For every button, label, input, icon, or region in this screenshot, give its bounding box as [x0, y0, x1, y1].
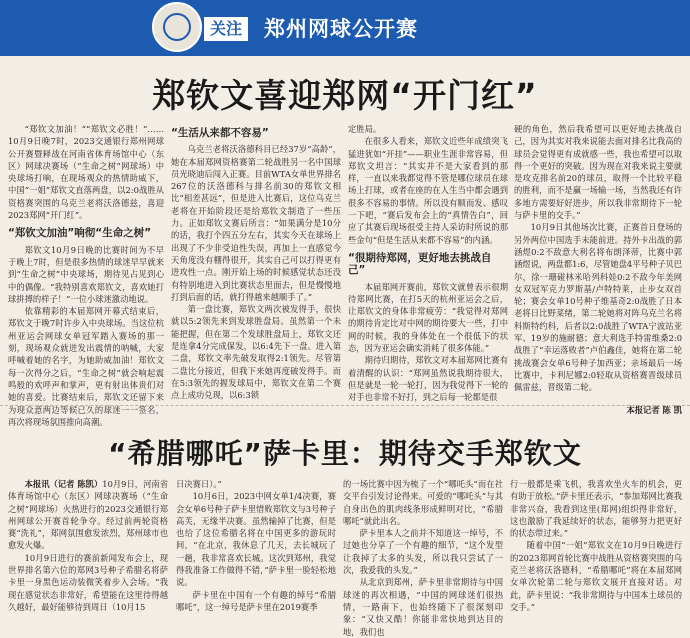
story2-paragraph: 随着中国“一姐”郑钦文在10月9日晚进行的2023郑网首轮比赛中战胜从资格赛突围的乌克兰老将沃洛德科，“希腊哪吒”将在本届郑网女单次轮第二轮与郑钦文展开直接对话。对此，萨卡里说：“我非常期待与中国本土球员的交手。” — [510, 540, 682, 612]
story1-paragraph: 第一盘比赛，郑钦文两次被发得手，很快就以5:2领先来到发球胜盘局。虽然第一个未能把握，但在第二个发球胜盘局上，郑钦文还是连拿4分完成保发，以6:4先下一盘。进入第二盘，郑钦文率先破发取得2:1领先。尽管第二盘比分接近，但我下来她再度破发得手。而在5:3领先的握发球局中，郑钦文在第二个赛点上成功兑现，以6:3锁 — [171, 304, 341, 401]
story2-paragraph: 10月9日进行的赛前新闻发布会上，现世界排名第六位的郑网3号种子希腊名将萨卡里一身黑色运动装微笑着步入会场。“我现在感觉状态非常好，希望能在这里待得越久越好，最好能够待到周日（10月15 — [8, 552, 168, 612]
story1-paragraph: 本届郑网开赛前，郑钦文就曾表示很期待郑网比赛，在打5天的杭州亚运会之后，让郑钦文的身体非常疲劳：“我觉得对郑网的期待肯定比对中网的期待要大一些，打中网的时候，我的身体处在一个很低下的状态，因为亚运会确实消耗了很多体能。” — [348, 281, 508, 354]
story1-paragraph: 期待归期待，郑钦文对本届郑网比赛有着清醒的认识：“郑网虽然说我期待很大，但是就是一轮一轮打，因为我觉得下一轮的对手也非常不好打，到之后每一轮都是很 — [348, 355, 508, 403]
story1-subhead-1: “郑钦文加油”响彻“生命之树” — [8, 227, 152, 240]
story1-subhead-2: “生活从来都不容易” — [171, 127, 269, 139]
story1-paragraph: 10月9日其他场次比赛，正赛首日登场的另外两位中国选手未能前进。持外卡出战的郭涵煜0:2不敌意大利名将布朗泽蒂，比赛中郭涵煜说，两盘都1:6，尽管她盘4平号种子贝巴尔，徐一珊碰林米哈列科娃0:2不敌今年美网女双冠军克力罗斯基/卢特特莱，止步女双首轮；赛会女单10号种子维基奇2:0战胜了日本老将日比野菜绪，第二轮她将对阵乌克兰名将科斯特约科，后者以2:0战胜了WTA宁波站亚军、19岁的施耐德；意大利选手特雷维桑2:0战胜了“幸运落败者”卢伯鑫佳，她将在第二轮挑战赛会女单6号种子加西亚；亲场最后一场比赛中，卡利尼娜2:0轻取从资格赛晋级球员佩雷兹，晋级第二轮。 — [514, 222, 682, 393]
story1-column-4 — [514, 123, 682, 415]
story2-paragraph: 萨卡里在中国有一个有趣的绰号“希腊哪吒”，这一绰号是萨卡里在2019赛季 — [176, 589, 336, 612]
story2-column-4 — [510, 478, 682, 612]
section-banner — [0, 0, 690, 56]
story1-column-1 — [8, 123, 164, 427]
story2-column-3 — [343, 478, 503, 637]
story1-paragraph: 郑钦文10月9日晚的比赛时间为不早于晚上7时，但是很多热情的球迷早早就来到“生命之树”中央球场，期待见占见到心中的偶像。“我特别喜欢郑钦文，喜欢她打球拼搏的样子！”一位小球迷激动地说。 — [8, 244, 164, 304]
story2-paragraph: 的一场比赛中因为梳了一个“哪吒头”而在社交平台引发讨论得来。可爱的“哪吒头”与其自身出色的肌肉线条形成鲜明对比，“希腊哪吒”就此出名。 — [343, 479, 503, 526]
story1-paragraph: 乌克兰老将沃洛德科目已经37岁“高龄”，她在本届郑网资格赛第二轮战胜另一名中国球员光晓迪后闯入正赛。目前WTA女单世界排名267位的沃洛德科与排名前30的郑钦文相比“相差甚远”，但是进入比赛后，这位乌克兰老将在开始阶段还是给郑钦文制造了一些压力。正如郑钦文赛后所言：“如果满分是10分的话，我打个四五分左右，其实今天在球场上出现了不少非受迫性失误，再加上一直感觉今天角度没有棚得很开，其实自己可以打得更有进攻性一点。刚开始上场的时候感觉状态还没有特别地进入到比赛状态里面去，但是慢慢地打到后面的话，就打得越来越顺手了。” — [171, 144, 341, 302]
story1-paragraph: 在很多人看来，郑钦文近些年成绩突飞猛进犹如“开挂”——职业生涯非常容易，但郑钦文坦言：“其实并不是大家看到的那样，一直以来我都觉得不管是哪位球员在球场上打球，或者在座的在人生当中都会遇到很多不容易的事情。所以没有顺而发、感叹一下吧，“赛后发布会上的“真情告白”，回应了其赛后现场很受主持人采访时所说的那些金句“但是生活从来都不容易”的内涵。 — [348, 136, 508, 245]
story2-column-1 — [8, 478, 169, 612]
story2-paragraph: 日决赛日）。” — [176, 479, 222, 489]
story2-lead-text: 10月9日，河南省体育场馆中心（东区）网球决赛场（“生命之树”网球场）火热进行的2023交通银行郑州网球公开赛首轮争夺。经过前两轮资格赛“洗礼”，郑网氛围愈发浓烈，郑州球市也愈发火爆。 — [8, 479, 169, 551]
story1-paragraph: 定胜局。 — [348, 124, 382, 134]
story1-headline: 郑钦文喜迎郑网“开门红” — [152, 76, 538, 115]
story2-paragraph: 从北京到郑州，萨卡里非常期待与中国球迷的再次相遇，“中国的网球迷们很热情，一路南下，也始终随下了很深刻印象：“又快又酷！你能非常快地到达目的地，我们也 — [343, 577, 503, 637]
story2-column-2 — [176, 478, 336, 612]
story2-paragraph: 10月6日，2023中网女单1/4决赛，赛会女单6号种子萨卡里惜败郑钦文与3号种子高芙，无缘半决赛。虽然输掉了比赛，但是也给了这位希腊名将在中国更多的游玩时间，“在北京，我休息了几天，去长城玩了一趟，我非常喜欢长城。这次到郑州，我觉得我准备工作做得不错，”萨卡里一脸轻松地说。 — [176, 491, 336, 588]
story1-subhead-3: “很期待郑网，更好地去挑战自己” — [348, 251, 492, 277]
newspaper-emblem-icon — [152, 2, 202, 52]
story1-paragraph: 依靠精彩的本届郑网开幕式结束后，郑钦文于晚7时许步入中央球场。当这位杭州亚运会网球女单冠军踏入赛场的那一刻，现场观众就进发出震情的呐喊，大家呼喊着她的名字，为她助威加油！郑钦文每一次得分之后，“生命之树”就会响起震鸣般的欢呼声和掌声，更有射出体贵们对她的喜爱。比赛结束后，郑钦文还留下来为现众意两边等候已久的球迷一一签名，再次将现场氛围推向高潮。 — [8, 306, 164, 427]
story2-headline: “希腊哪吒”萨卡里：期待交手郑钦文 — [108, 437, 582, 470]
story2-paragraph — [8, 478, 168, 552]
section-title: 郑州网球公开赛 — [264, 17, 418, 41]
story2-paragraph: 行一般都是乘飞机，我喜欢坐火车的机会，更有助于放松。”萨卡里还表示，“参加郑网比赛我非常兴奋，我看到这里(郑网)组织得非常好，这也激励了我延续好的状态，能够努力把更好的状态带过来。” — [510, 479, 682, 539]
story1-column-2 — [171, 123, 341, 403]
story1-column-3 — [348, 123, 508, 403]
story2-lead-label: 本报讯（记者 陈凯） — [24, 479, 103, 489]
story2-paragraph: 萨卡里本人之前并不知道这一绰号，不过她也分享了一个有趣的细节，“这个发型让我掉了太多的头发，所以我只尝试了一次，我爱我的头发。” — [343, 528, 503, 576]
story-divider — [0, 405, 690, 406]
story1-paragraph: 硬的角色，然后我希望可以更好地去挑战自己，因为其实对我来说能去面对排名比我高的球员会觉得更有成就感一些，我也希望可以取得一个更好的突破。因为现在对我来说主要就是攻克排名前20的球员，取得一个比较平稳的胜利，而不是赢一场输一场，当然我还有许多地方需要好好进步，所以我非常期待下一轮与萨卡里的交手。” — [514, 124, 682, 221]
story1-byline: 本报记者 陈 凯 — [626, 404, 682, 415]
section-tag: 关注 — [204, 17, 248, 41]
story1-paragraph: “郑钦文加油！”“郑钦文必胜！”……10月9日晚7时，2023交通银行郑州网球公开赛暨释战在河南省体育场馆中心（东区）网球决赛场（“生命之树”网球场）中央球场打响，在现场观众的热情助威下，中国“一姐”郑钦文直落两盘，以2:0战胜从资格赛突围的乌克兰老将沃洛德兹，喜迎2023郑网“开门红”。 — [8, 124, 164, 221]
